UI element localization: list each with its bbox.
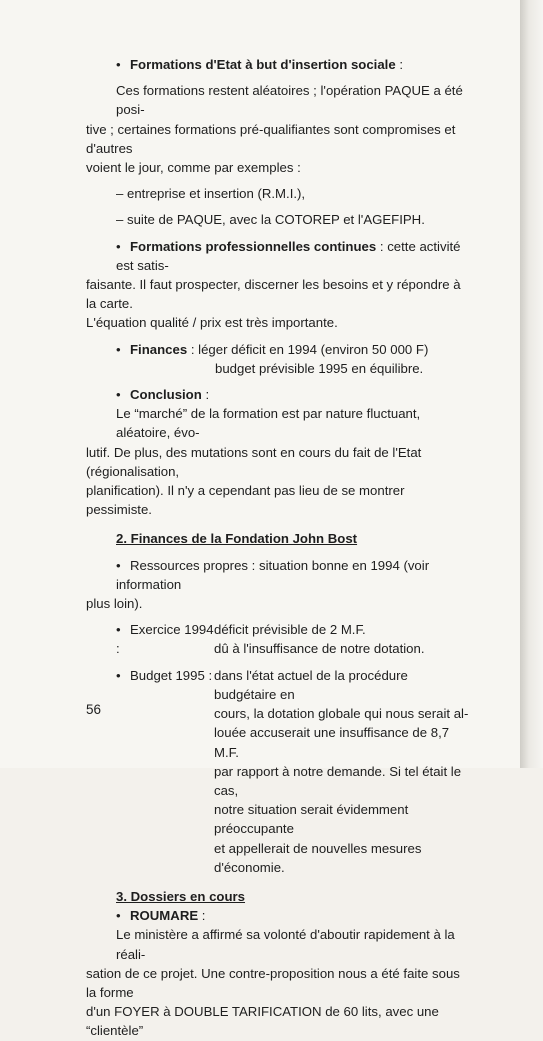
finances-line-1 <box>86 340 471 359</box>
formations-continues-text-3: L'équation qualité / prix est très importante. <box>86 315 338 331</box>
conclusion-heading <box>86 385 471 404</box>
exercice-label-cell <box>116 620 214 658</box>
section-2-heading: 2. Finances de la Fondation John Bost <box>116 531 358 547</box>
page-edge <box>520 0 543 768</box>
conclusion-colon: : <box>201 387 210 403</box>
roumare-heading <box>86 906 471 925</box>
section-3-heading: 3. Dossiers en cours <box>116 888 246 904</box>
bullet: • <box>116 238 121 254</box>
exercice-label: Exercice 1994 : <box>116 622 214 657</box>
exercice-text-1: déficit prévisible de 2 M.F. <box>214 622 366 638</box>
budget-line: notre situation serait évidemment préoccupante <box>214 802 409 837</box>
page-content <box>86 55 471 1041</box>
bullet: • <box>116 667 121 683</box>
budget-line: louée accuserait une insuffisance de 8,7 M.F. <box>214 725 450 760</box>
budget-line: dans l'état actuel de la procédure budgétaire en <box>214 667 408 702</box>
formations-etat-text-2: tive ; certaines formations pré-qualifiantes sont compromises et d'autres <box>86 121 456 156</box>
budget-row <box>86 666 471 877</box>
bullet: • <box>116 341 121 357</box>
budget-line: cours, la dotation globale qui nous serait al- <box>214 706 469 722</box>
formations-etat-colon: : <box>395 57 403 72</box>
page-number: 56 <box>86 702 102 717</box>
roumare-title: ROUMARE <box>130 908 199 924</box>
budget-label: Budget 1995 : <box>130 667 213 683</box>
conclusion-text-2: lutif. De plus, des mutations sont en cours du fait de l'Etat (régionalisation, <box>86 444 422 479</box>
finances-title: Finances <box>130 341 188 357</box>
list-item: – entreprise et insertion (R.M.I.), <box>116 186 306 202</box>
roumare-colon: : <box>198 908 206 924</box>
formations-continues-text-2: faisante. Il faut prospecter, discerner les besoins et y répondre à la carte. <box>86 277 461 312</box>
formations-continues-text-1: : cette activité est satis- <box>116 238 461 273</box>
exercice-text-2: dû à l'insuffisance de notre dotation. <box>214 641 425 657</box>
formations-etat-text-1: Ces formations restent aléatoires ; l'opération PAQUE a été posi- <box>116 83 463 118</box>
bullet: • <box>116 57 121 72</box>
finances-line-2: budget prévisible 1995 en équilibre. <box>215 360 424 376</box>
formations-continues-title: Formations professionnelles continues <box>130 238 377 254</box>
bullet: • <box>116 622 121 638</box>
bullet: • <box>116 557 121 573</box>
conclusion-title: Conclusion <box>130 387 202 403</box>
formations-etat-title: Formations d'Etat à but d'insertion sociale <box>130 57 396 72</box>
conclusion-text-1: Le “marché” de la formation est par nature fluctuant, aléatoire, évo- <box>116 406 421 441</box>
finances-text-1: : léger déficit en 1994 (environ 50 000 F) <box>187 341 429 357</box>
budget-label-cell <box>116 666 214 877</box>
list-item: – suite de PAQUE, avec la COTOREP et l'AGEFIPH. <box>116 212 425 228</box>
ressources-text-1: Ressources propres : situation bonne en 1994 (voir information <box>116 557 430 592</box>
bullet: • <box>116 908 121 924</box>
budget-text <box>214 666 471 877</box>
exercice-text <box>214 620 425 658</box>
budget-line: et appellerait de nouvelles mesures d'économie. <box>214 840 422 875</box>
ressources-line-1 <box>86 556 471 594</box>
exercice-row <box>86 620 471 658</box>
roumare-text-3: d'un FOYER à DOUBLE TARIFICATION de 60 lits, avec une “clientèle” <box>86 1004 439 1039</box>
formations-etat-heading <box>86 55 471 74</box>
roumare-text-1: Le ministère a affirmé sa volonté d'aboutir rapidement à la réali- <box>116 927 455 962</box>
formations-etat-text-3: voient le jour, comme par exemples : <box>86 160 301 176</box>
bullet: • <box>116 387 121 403</box>
roumare-text-2: sation de ce projet. Une contre-proposition nous a été faite sous la forme <box>86 965 460 1000</box>
ressources-text-2: plus loin). <box>86 596 143 612</box>
budget-line: par rapport à notre demande. Si tel était le cas, <box>214 763 462 798</box>
conclusion-text-3: planification). Il n'y a cependant pas lieu de se montrer pessimiste. <box>86 483 405 518</box>
formations-continues-paragraph <box>86 237 471 275</box>
